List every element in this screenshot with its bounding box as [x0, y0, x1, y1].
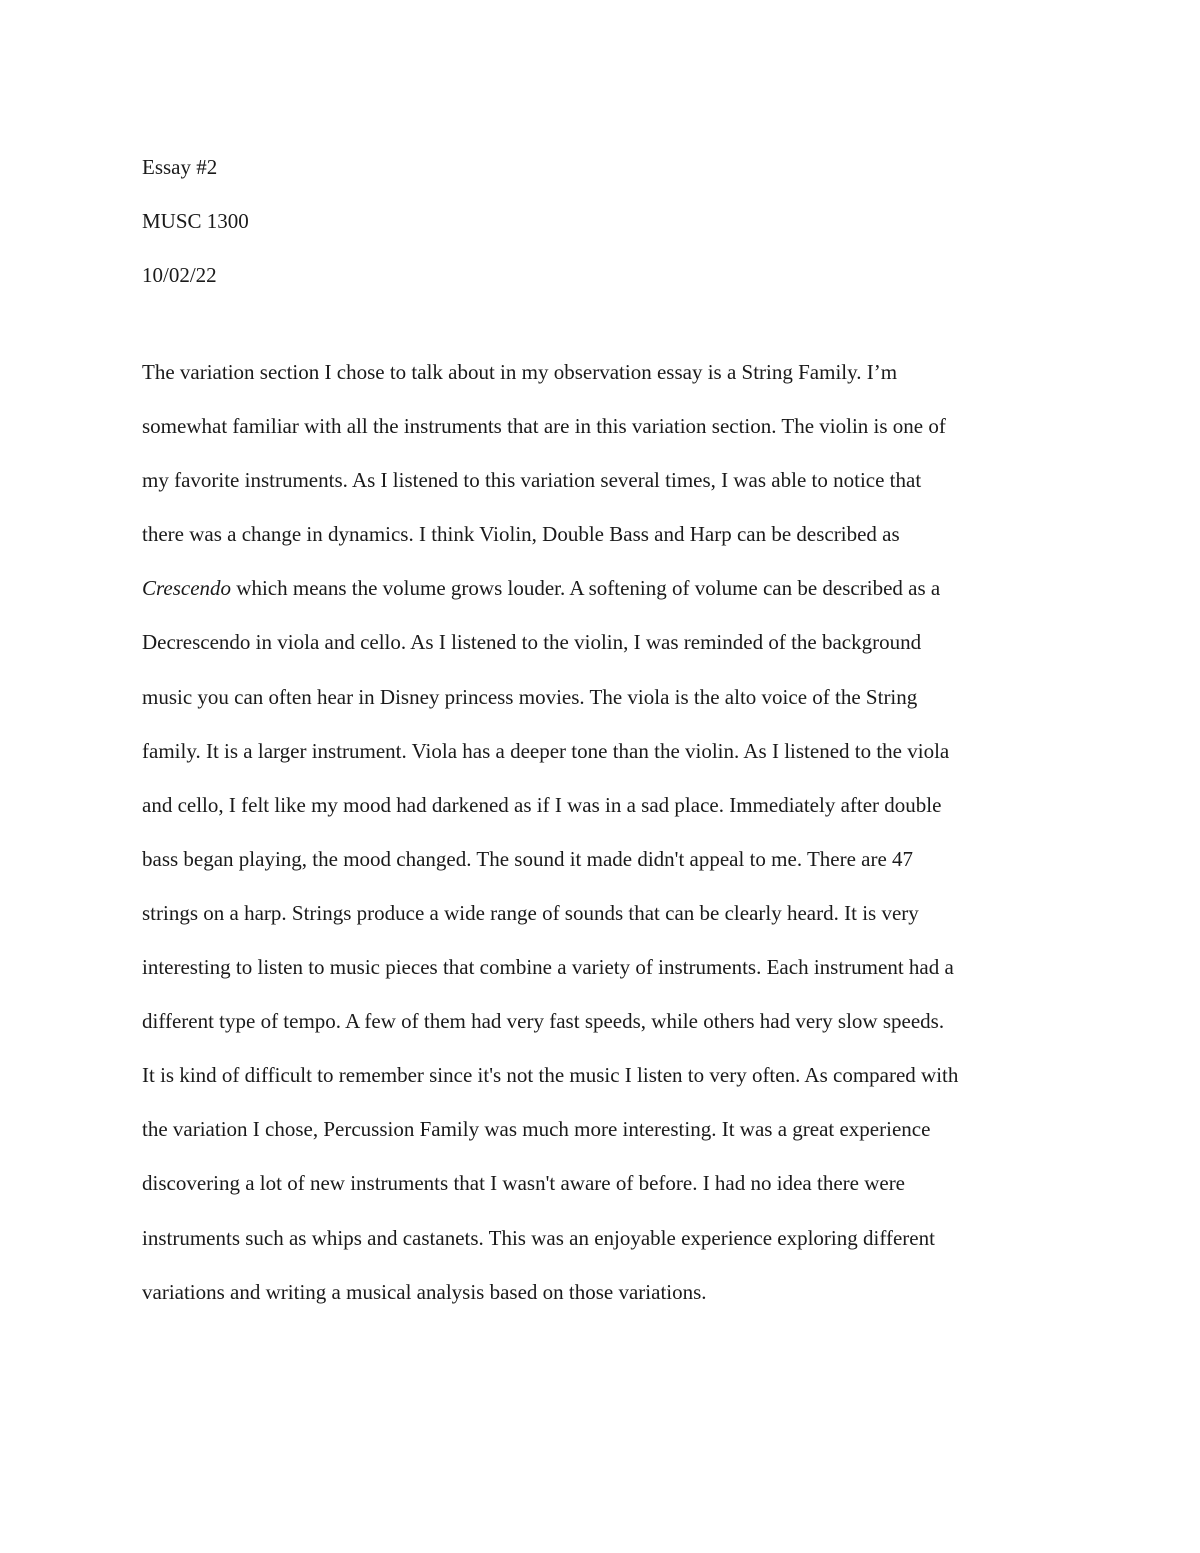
- body-line-12: interesting to listen to music pieces that combine a variety of instruments. Each instrument had a: [142, 955, 954, 980]
- body-line-10: bass began playing, the mood changed. The sound it made didn't appeal to me. There are 47: [142, 846, 914, 871]
- essay-title: Essay #2: [142, 155, 218, 179]
- body-line-4: there was a change in dynamics. I think Violin, Double Bass and Harp can be described as: [142, 522, 900, 547]
- body-line-8: family. It is a larger instrument. Viola has a deeper tone than the violin. As I listened to the viola: [142, 738, 950, 763]
- body-line-2: somewhat familiar with all the instruments that are in this variation section. The violin is one of: [142, 414, 946, 439]
- body-line-3: my favorite instruments. As I listened to this variation several times, I was able to notice that: [142, 468, 922, 493]
- body-line-5-rest: which means the volume grows louder. A softening of volume can be described as a: [231, 576, 941, 601]
- body-line-15: the variation I chose, Percussion Family was much more interesting. It was a great experience: [142, 1117, 931, 1142]
- essay-header: [142, 140, 1062, 302]
- course-code: MUSC 1300: [142, 209, 249, 233]
- body-line-1: The variation section I chose to talk about in my observation essay is a String Family. I’m: [142, 360, 898, 384]
- body-line-14: It is kind of difficult to remember since it's not the music I listen to very often. As compared with: [142, 1063, 959, 1088]
- body-line-7: music you can often hear in Disney princess movies. The viola is the alto voice of the String: [142, 684, 918, 709]
- body-line-13: different type of tempo. A few of them had very fast speeds, while others had very slow speeds.: [142, 1009, 945, 1034]
- body-line-17: instruments such as whips and castanets. This was an enjoyable experience exploring different: [142, 1225, 935, 1250]
- essay-date: 10/02/22: [142, 263, 217, 287]
- essay-body: [142, 345, 1062, 1319]
- body-line-6: Decrescendo in viola and cello. As I listened to the violin, I was reminded of the background: [142, 630, 922, 655]
- body-line-9: and cello, I felt like my mood had darkened as if I was in a sad place. Immediately after double: [142, 792, 942, 817]
- italic-term-crescendo: Crescendo: [142, 576, 232, 601]
- body-line-16: discovering a lot of new instruments that I wasn't aware of before. I had no idea there were: [142, 1171, 906, 1196]
- body-line-11: strings on a harp. Strings produce a wide range of sounds that can be clearly heard. It is very: [142, 900, 919, 925]
- body-line-5: [142, 561, 1062, 615]
- body-line-18: variations and writing a musical analysis based on those variations.: [142, 1279, 707, 1304]
